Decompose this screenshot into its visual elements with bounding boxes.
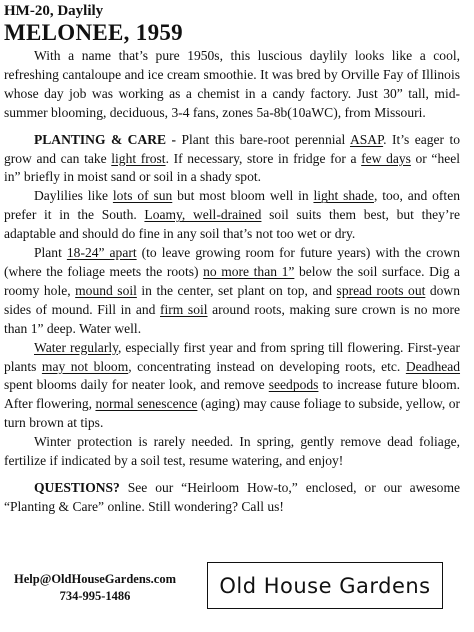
underlined-term: 18-24” apart: [66, 245, 137, 261]
contact-block: [10, 571, 180, 605]
underlined-term: normal senescence: [95, 396, 198, 412]
text-run: but most bloom well in: [172, 188, 314, 204]
underlined-term: no more than 1”: [203, 263, 295, 279]
text-run: . If necessary, store in fridge for a: [165, 150, 362, 166]
text-run: Plant this bare-root perennial: [176, 131, 350, 147]
logo: [207, 562, 443, 609]
underlined-term: few days: [361, 150, 411, 166]
logo-text: Old House Gardens: [219, 573, 431, 598]
text-run: , concentrating instead on developing roots, etc.: [128, 358, 406, 374]
underlined-term: Deadhead: [405, 358, 461, 374]
text-run: in the center, set plant on top, and: [136, 282, 337, 298]
text-run: , too, and often prefer it in the South.: [4, 188, 460, 223]
email-link[interactable]: Help@OldHouseGardens.com: [14, 572, 176, 586]
phone-number: 734-995-1486: [59, 589, 131, 603]
underlined-term: firm soil: [160, 301, 208, 317]
underlined-term: lots of sun: [112, 188, 173, 204]
text-run: Plant: [34, 245, 67, 261]
text-run: soil suits them best, but they’re adaptable and should do fine in any soil that’s not too wet or dry.: [4, 207, 460, 242]
text-run: See our “Heirloom How-to,” enclosed, or our awesome “Planting & Care” online. Still wondering? Call us!: [4, 479, 460, 514]
underlined-term: Water regularly: [34, 339, 118, 355]
text-run: spent blooms daily for neater look, and remove: [4, 377, 269, 393]
product-code: HM-20, Daylily: [4, 3, 104, 19]
underlined-term: Loamy, well-drained: [144, 207, 262, 223]
planting-paragraph-2: [4, 187, 460, 244]
planting-paragraph-4: [4, 339, 460, 434]
planting-paragraph-1: [4, 131, 460, 188]
underlined-term: light shade: [313, 188, 374, 204]
planting-paragraph-3: [4, 244, 460, 339]
text-run: down sides of mound. Fill in and: [4, 282, 460, 317]
underlined-term: seedpods: [268, 377, 319, 393]
underlined-term: mound soil: [75, 282, 137, 298]
text-run: below the soil surface. Dig a roomy hole,: [4, 263, 460, 298]
underlined-term: light frost: [111, 150, 166, 166]
text-run: Daylilies like: [34, 188, 113, 204]
text-run: around roots, making sure crown is no more than 1” deep. Water well.: [4, 301, 460, 336]
underlined-term: may not bloom: [41, 358, 129, 374]
text-run: . It’s eager to grow and can take: [4, 131, 460, 166]
underlined-term: ASAP: [349, 131, 384, 147]
text-run: to increase future bloom. After flowering,: [4, 377, 460, 412]
intro-paragraph: With a name that’s pure 1950s, this luscious daylily looks like a cool, refreshing cantaloupe and ice cream smoothie. It was bred by Orville Fay of Illinois whose day job was working as a chemist in a candy factory. Just 30” tall, mid-summer blooming, deciduous, 3-4 fans, zones 5a-8b(10aWC), from Missouri.: [4, 48, 460, 120]
text-run: (aging) may cause foliage to subside, yellow, or turn brown at tips.: [4, 396, 460, 431]
sheet-body: [4, 47, 460, 517]
planting-paragraph-5: Winter protection is rarely needed. In spring, gently remove dead foliage, fertilize if indicated by a soil test, resume watering, and enjoy!: [4, 434, 460, 469]
underlined-term: spread roots out: [336, 282, 426, 298]
text-run: or “heel in” briefly in moist sand or soil in a shady spot.: [4, 150, 461, 185]
page-title: MELONEE, 1959: [4, 20, 183, 45]
text-run: (to leave growing room for future years) with the crown (where the foliage meets the roots): [4, 245, 460, 279]
questions-paragraph: [4, 479, 460, 517]
questions-heading: QUESTIONS?: [34, 479, 120, 495]
text-run: , especially first year and from spring till flowering. First-year plants: [4, 339, 460, 374]
planting-heading: PLANTING & CARE -: [34, 131, 177, 147]
